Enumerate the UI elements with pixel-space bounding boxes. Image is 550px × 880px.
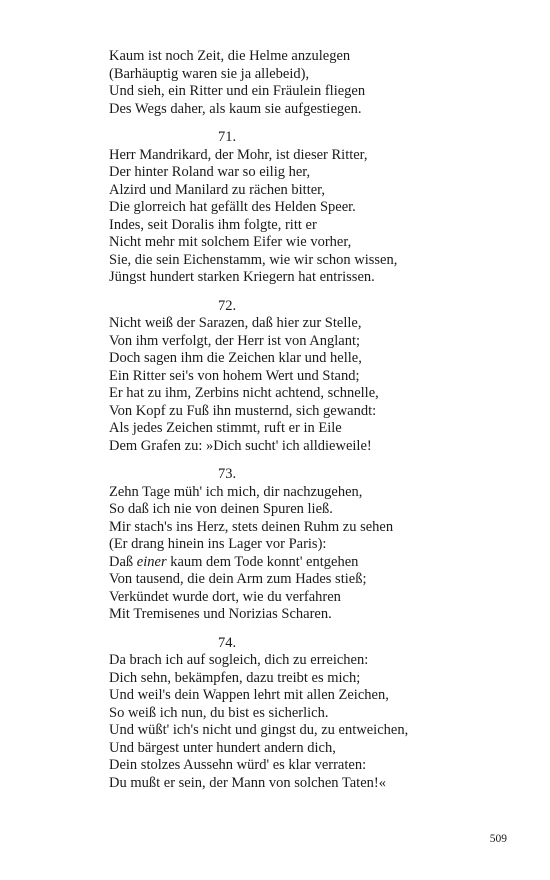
verse-line: Von Kopf zu Fuß ihn musternd, sich gewandt:	[109, 402, 377, 419]
verse-line: Du mußt er sein, der Mann von solchen Taten!«	[109, 774, 386, 791]
verse-line: Als jedes Zeichen stimmt, ruft er in Eile	[109, 420, 342, 436]
verse-line: Alzird und Manilard zu rächen bitter,	[109, 181, 326, 198]
stanza-71	[109, 129, 489, 287]
stanza-number: 74.	[217, 634, 237, 651]
verse-line: (Barhäuptig waren sie ja allebeid),	[109, 65, 310, 82]
verse-line-with-emphasis	[109, 554, 489, 572]
stanza-number: 71.	[217, 129, 237, 145]
verse-line: Nicht weiß der Sarazen, daß hier zur Stelle,	[109, 315, 362, 331]
verse-line: Und wüßt' ich's nicht und gingst du, zu entweichen,	[109, 722, 409, 738]
verse-line: Doch sagen ihm die Zeichen klar und helle,	[109, 350, 362, 366]
verse-line: Die glorreich hat gefällt des Helden Speer.	[109, 199, 356, 215]
verse-line: Kaum ist noch Zeit, die Helme anzulegen	[109, 48, 351, 64]
verse-line: Von tausend, die dein Arm zum Hades stieß;	[109, 571, 367, 587]
verse-line: Er hat zu ihm, Zerbins nicht achtend, schnelle,	[109, 385, 379, 401]
verse-line: Sie, die sein Eichenstamm, wie wir schon wissen,	[109, 251, 398, 268]
stanza-70-continuation	[109, 48, 489, 118]
verse-line: So weiß ich nun, du bist es sicherlich.	[109, 704, 329, 721]
emphasized-word: einer	[136, 553, 167, 570]
stanza-72	[109, 298, 489, 456]
verse-line: So daß ich nie von deinen Spuren ließ.	[109, 501, 333, 517]
verse-line: Dein stolzes Aussehn würd' es klar verraten:	[109, 757, 367, 773]
verse-line: Da brach ich auf sogleich, dich zu erreichen:	[109, 652, 369, 668]
verse-line: Von ihm verfolgt, der Herr ist von Anglant;	[109, 332, 361, 349]
verse-line: Ein Ritter sei's von hohem Wert und Stand;	[109, 367, 360, 384]
verse-line: Verkündet wurde dort, wie du verfahren	[109, 588, 341, 605]
verse-text: Daß	[109, 553, 137, 570]
verse-line: Dich sehn, bekämpfen, dazu treibt es mich;	[109, 669, 361, 686]
verse-line: Und bärgest unter hundert andern dich,	[109, 739, 336, 756]
stanza-73	[109, 466, 489, 624]
verse-line: Des Wegs daher, als kaum sie aufgestiegen.	[109, 100, 362, 117]
page-number: 509	[489, 833, 507, 845]
verse-line: (Er drang hinein ins Lager vor Paris):	[109, 536, 327, 552]
verse-text: kaum dem Tode konnt' entgehen	[166, 553, 359, 570]
stanza-number: 73.	[217, 466, 237, 482]
verse-line: Und sieh, ein Ritter und ein Fräulein fliegen	[109, 83, 366, 99]
verse-line: Indes, seit Doralis ihm folgte, ritt er	[109, 216, 317, 233]
verse-line: Nicht mehr mit solchem Eifer wie vorher,	[109, 234, 352, 250]
verse-line: Herr Mandrikard, der Mohr, ist dieser Ritter,	[109, 146, 368, 163]
verse-line: Und weil's dein Wappen lehrt mit allen Zeichen,	[109, 687, 389, 703]
verse-line: Zehn Tage müh' ich mich, dir nachzugehen,	[109, 483, 363, 500]
poem-text	[109, 48, 489, 792]
verse-line: Jüngst hundert starken Kriegern hat entrissen.	[109, 269, 375, 285]
verse-line: Dem Grafen zu: »Dich sucht' ich alldieweile!	[109, 437, 372, 454]
verse-line: Mir stach's ins Herz, stets deinen Ruhm zu sehen	[109, 518, 394, 535]
stanza-74	[109, 635, 489, 793]
verse-line: Der hinter Roland war so eilig her,	[109, 164, 311, 180]
verse-line: Mit Tremisenes und Norizias Scharen.	[109, 606, 332, 622]
stanza-number: 72.	[217, 297, 237, 314]
